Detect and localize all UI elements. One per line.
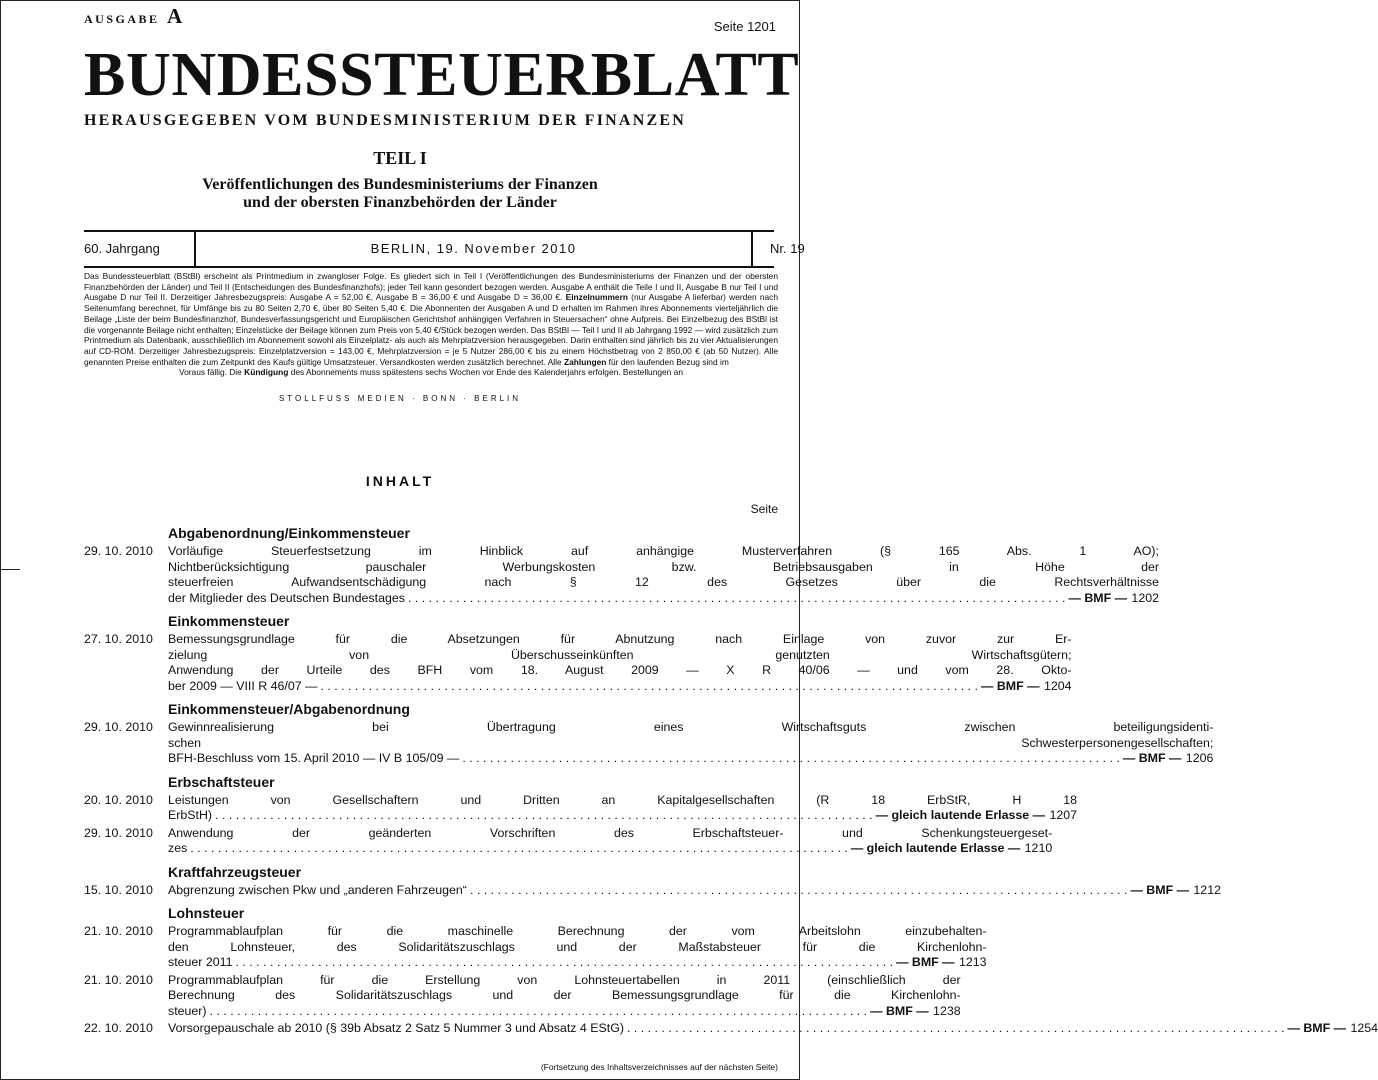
volume: 60. Jahrgang [84,241,160,256]
toc-entry-text: Berechnung des Solidaritätszuschlags und der Bemessungsgrundlage für die Kirchenlohn- [168,988,961,1002]
toc-entry[interactable] [84,720,1214,767]
issue-info-bar [84,230,805,268]
toc-entry-text: steuer) [168,1003,207,1018]
toc-entry-date: 29. 10. 2010 [84,544,153,558]
toc-entry-date: 29. 10. 2010 [84,720,153,734]
toc-section [84,700,1214,767]
toc-entry-source: — gleich lautende Erlasse — [875,808,1046,822]
toc-entry-source: — BMF — [1122,751,1182,765]
toc-entry-page[interactable]: 1210 [1024,841,1053,855]
toc-heading: INHALT [365,473,435,489]
publisher-line: STOLLFUSS MEDIEN · BONN · BERLIN [278,394,522,403]
toc-entry-page[interactable]: 1207 [1049,808,1078,822]
toc-section-title: Einkommensteuer/Abgabenordnung [168,701,410,717]
toc-entry-text: Anwendung der Urteile des BFH vom 18. August 2009 — X R 40/06 — und vom 28. Okto- [168,663,1072,677]
leader-dots [190,841,848,857]
toc-entry-text: zes [168,841,188,855]
leader-dots [210,1004,868,1020]
toc-section-title: Erbschaftsteuer [168,773,275,790]
toc-entry-text: Vorsorgepauschale ab 2010 (§ 39b Absatz 2 Satz 5 Nummer 3 und Absatz 4 EStG) [168,1021,624,1035]
toc-entry-source: — BMF — [981,678,1040,693]
toc-entry[interactable] [84,632,1072,694]
toc-entry-text: BFH-Beschluss vom 15. April 2010 — IV B 105/09 — [168,751,460,765]
continuation-note: (Fortsetzung des Inhaltsverzeichnisses auf der nächsten Seite) [540,1062,778,1072]
toc-entry[interactable] [84,1021,1378,1037]
toc-entry-source: — BMF — [1130,882,1189,897]
toc-entry[interactable] [84,825,1053,857]
leader-dots [462,751,1120,767]
toc-section-title: Einkommensteuer [168,613,290,629]
toc-entry-source: — BMF — [870,1003,929,1018]
toc-entry-text: schen Schwesterpersonengesellschaften; [168,735,1214,750]
leader-dots [470,883,1128,899]
toc-entry[interactable] [84,792,1078,824]
part-heading: TEIL I [373,148,427,168]
toc-entry-text: zielung von Überschusseinkünften genutzten Wirtschaftsgütern; [168,647,1072,662]
toc-section-title: Lohnsteuer [168,905,245,921]
toc-entry-date: 29. 10. 2010 [84,825,153,840]
toc-section [84,904,1378,1037]
part-description: Veröffentlichungen des Bundesministeriums der Finanzen und der obersten Finanzbehörden der Länder [202,176,598,211]
toc-entry-text: Vorläufige Steuerfestsetzung im Hinblick auf anhängige Musterverfahren (§ 165 Abs. 1 AO); [168,544,1159,558]
leader-dots [215,808,873,824]
masthead-title: BUNDESSTEUERBLATT [84,41,800,109]
edition-label: AUSGABE A [84,4,183,28]
toc-entry-page[interactable]: 1212 [1193,882,1221,897]
toc-entry-text: Anwendung der geänderten Vorschriften des Erbschaftsteuer- und Schenkungsteuergeset- [168,825,1053,840]
subscription-info: Das Bundessteuerblatt (BStBl) erscheint als Printmedium in zwangloser Folge. Es gliedert sich in Teil I (Veröffentlichungen des Bundesministeriums der Finanzen und der obersten Finanzbehörden der Länder) und Teil II (Entscheidungen des Bundesfinanzhofs); jeder Teil kann gesondert bezogen werden. Ausgabe A enthält die Teile I und II, Ausgabe B nur Teil I und Ausgabe D nur Teil II. Derzeitiger Jahresbezugspreis: Ausgabe A = 52,00 €, Ausgabe B = 36,00 € und Ausgabe D = 36,00 €. Einzelnummern (nur Ausgabe A lieferbar) werden nach Seitenumfang berechnet, für Umfänge bis zu 80 Seiten 2,70 €, über 80 Seiten 5,40 €. Die Abonnenten der Ausgaben A und D erhalten im Rahmen ihres Abonnements vierteljährlich die Beilage „Liste der beim Bundesfinanzhof, Bundesverfassungsgericht und Europäischen Gerichtshof anhängigen Verfahren in Steuersachen“ ohne Aufpreis. Bei Einzelbezug des BStBl ist die vorgenannte Beilage nicht enthalten; Einzelstücke der Beilage können zum Preis von 5,40 €/Stück bezogen werden. Das BStBl — Teil I und II ab Jahrgang 1992 — wird zusätzlich zum Printmedium als Datenbank, ausschließlich im Abonnement sowohl als Einzelplatz- als auch als Mehrplatzversion herausgegeben. Darin enthalten sind jährlich bis zu vier Aktualisierungen auf CD-ROM. Derzeitiger Jahresbezugspreis: Einzelplatzversion = 143,00 €, Mehrplatzversion = je 5 Nutzer 286,00 € bis zu einem Höchstbetrag von 2 850,00 € (ab 50 Nutzer). Alle genannten Preise enthalten die zum Zeitpunkt des Kaufs gültige Umsatzsteuer. Versandkosten werden zusätzlich berechnet. Alle Zahlungen für den laufenden Bezug sind im Voraus fällig. Die Kündigung des Abonnements muss spätestens sechs Wochen vor Ende des Kalenderjahrs erfolgen. Bestellungen an [84,271,779,378]
issue-number: Nr. 19 [770,241,805,256]
toc-entry-source: — BMF — [896,955,955,969]
toc-entry-page[interactable]: 1213 [959,955,987,969]
leader-dots [627,1021,1285,1037]
toc-entry-text: Leistungen von Gesellschaftern und Dritten an Kapitalgesellschaften (R 18 ErbStR, H 18 [168,792,1078,807]
toc-entry-text: steuer 2011 [168,955,233,969]
toc-entry[interactable] [84,972,961,1020]
page-number: Seite 1201 [713,19,776,34]
toc-entry-page[interactable]: 1204 [1043,678,1072,693]
toc-entry-page[interactable]: 1202 [1131,590,1159,605]
table-of-contents [84,524,1378,1039]
toc-section [84,612,1072,694]
toc-section-title: Kraftfahrzeugsteuer [168,863,302,880]
toc-entry[interactable] [84,544,1159,606]
toc-entry-source: — BMF — [1287,1021,1347,1035]
toc-entry-page[interactable]: 1254 [1350,1021,1378,1035]
toc-entry-source: — gleich lautende Erlasse — [850,841,1021,855]
place-date: BERLIN, 19. November 2010 [194,232,753,266]
toc-entry-date: 21. 10. 2010 [84,972,153,987]
masthead-subtitle: HERAUSGEGEBEN VOM BUNDESMINISTERIUM DER FINANZEN [84,112,686,129]
toc-entry-text: steuerfreien Aufwandsentschädigung nach § 12 des Gesetzes über die Rechtsverhältnisse [168,575,1159,589]
toc-entry-text: ErbStH) [168,808,213,822]
toc-entry-text: Nichtberücksichtigung pauschaler Werbungskosten bzw. Betriebsausgaben in Höhe der [168,559,1159,574]
leader-dots [320,679,978,695]
toc-section [84,773,1078,857]
toc-entry-text: ber 2009 — VIII R 46/07 — [168,678,318,693]
toc-entry-page[interactable]: 1206 [1185,751,1214,765]
toc-entry[interactable] [84,924,987,971]
toc-entry-text: Programmablaufplan für die Erstellung von Lohnsteuertabellen in 2011 (einschließlich der [168,972,961,987]
toc-entry-source: — BMF — [1068,590,1127,605]
toc-entry-date: 21. 10. 2010 [84,924,153,938]
toc-section-title: Abgabenordnung/Einkommensteuer [168,525,410,541]
toc-entry-date: 22. 10. 2010 [84,1021,153,1035]
toc-entry-text: der Mitglieder des Deutschen Bundestages [168,590,405,605]
toc-entry-date: 20. 10. 2010 [84,792,153,807]
toc-entry[interactable] [84,882,1221,899]
toc-entry-text: Gewinnrealisierung bei Übertragung eines Wirtschaftsguts zwischen beteiligungsidenti- [168,720,1214,734]
edition-letter: A [167,4,183,28]
toc-section [84,524,1159,606]
leader-dots [236,955,894,971]
toc-page-column-label: Seite [750,502,778,516]
toc-entry-page[interactable]: 1238 [933,1003,961,1018]
toc-section [84,863,1221,899]
toc-entry-text: Bemessungsgrundlage für die Absetzungen für Abnutzung nach Einlage von zuvor zur Er- [168,632,1072,646]
margin-mark [0,569,20,570]
leader-dots [408,591,1066,607]
toc-entry-text: Abgrenzung zwischen Pkw und „anderen Fahrzeugen“ [168,882,467,897]
toc-entry-date: 15. 10. 2010 [84,882,153,897]
toc-entry-text: den Lohnsteuer, des Solidaritätszuschlags und der Maßstabsteuer für die Kirchenlohn- [168,939,987,954]
toc-entry-text: Programmablaufplan für die maschinelle Berechnung der vom Arbeitslohn einzubehalten- [168,924,987,938]
toc-entry-date: 27. 10. 2010 [84,632,153,646]
